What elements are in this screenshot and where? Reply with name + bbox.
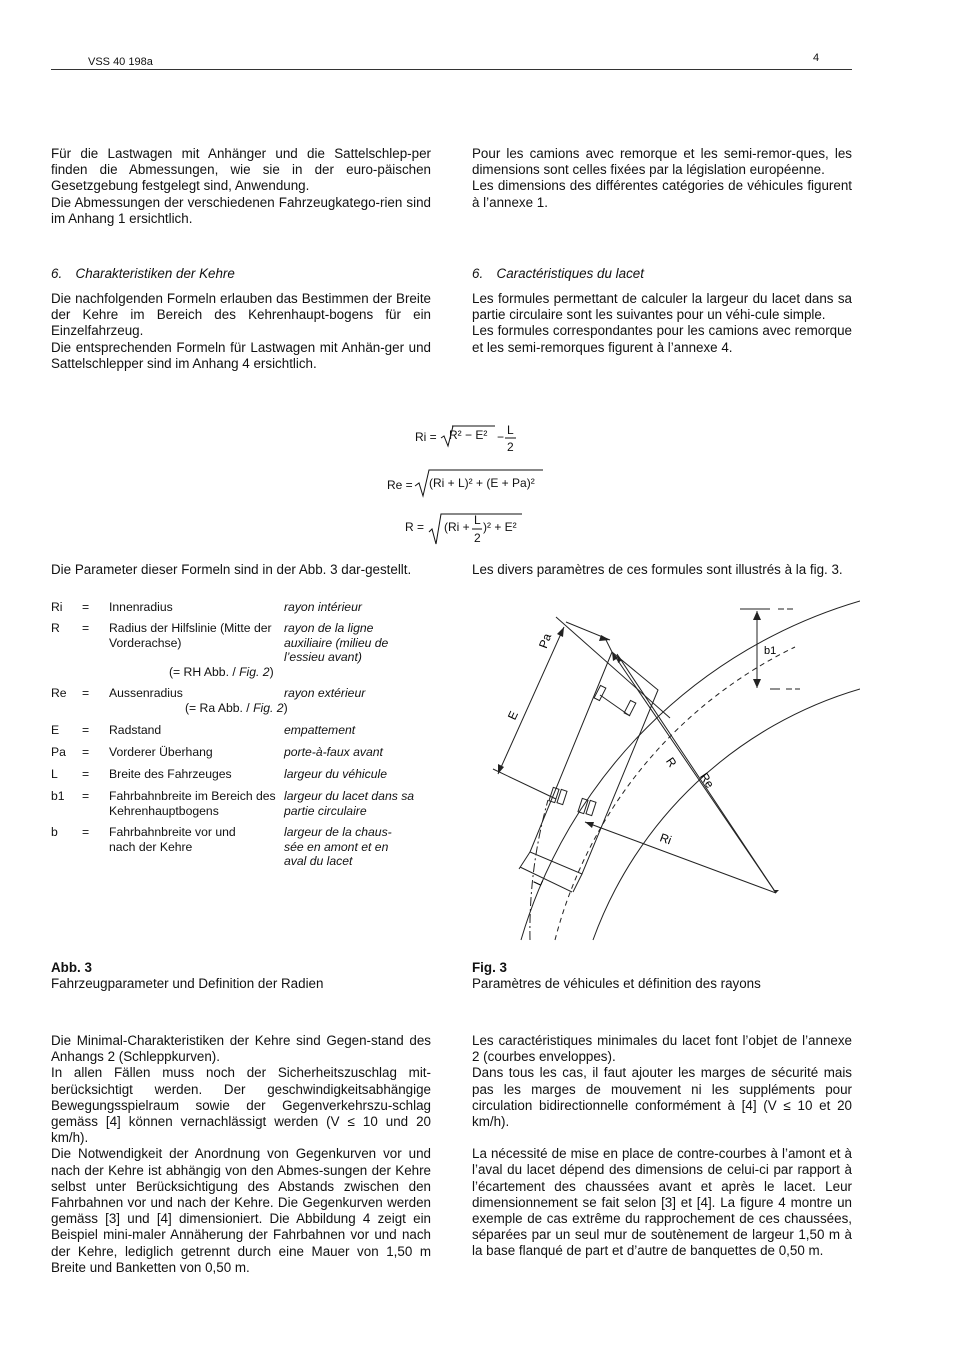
l-tick-left [519,852,530,869]
intro-de-p2: Die Abmessungen der verschiedenen Fahrzeugkatego-rien sind im Anhang 1 ersichtlich. [51,194,431,226]
e-ext-front [556,617,670,718]
b1-arrow-bottom [753,679,761,688]
formula-ri-fraction-den: 2 [507,440,514,454]
pa-tick-front [606,640,612,652]
formula-r-close: )² + E² [483,520,517,534]
radius-ri-line [585,822,776,893]
param-desc-fr: rayon extérieur [284,686,366,700]
param-desc-fr: largeur du lacet dans sa partie circulaire [284,789,415,818]
formula-r-lhs: R = [405,520,425,534]
formula-ri-radicand: R² − E² [449,428,488,442]
param-desc-fr: largeur de la chaus-sée en amont et en aval du lacet [284,825,392,869]
param-equals: = [82,745,90,759]
e-ext-rear [493,769,556,799]
l-dimension-line [520,867,572,892]
params-intro-de: Die Parameter dieser Formeln sind in der Abb. 3 dar-gestellt. [51,562,412,577]
e-dimension-line [498,627,564,774]
param-desc-de: Fahrbahnbreite vor und nach der Kehre [109,825,236,854]
param-desc-de: Radius der Hilfslinie (Mitte der Vorderachse) [109,621,272,650]
param-note-ra-fig: Fig. 2 [253,701,284,715]
e-arrow-top [557,627,564,637]
param-desc-de: Radstand [109,723,162,737]
caption-fr [472,960,852,992]
radius-re-line [617,654,776,893]
formula-re-lhs: Re = [387,478,413,492]
section6-de-p2: Die entsprechenden Formeln für Lastwagen mit Anhän-ger und Sattelschlepper sind im Anhang 4 ersichtlich. [51,339,431,371]
document-id: VSS 40 198a [88,56,153,68]
section-heading-fr: 6. Caractéristiques du lacet [472,266,644,281]
label-pa: Pa [536,631,555,651]
label-b1: b1 [764,645,777,657]
b1-arrow-top [753,611,761,620]
param-equals: = [82,789,90,803]
param-desc-fr: empattement [284,723,356,737]
formula-ri-vinculum [452,424,496,428]
param-note-rh-prefix: (= RH Abb. / [169,665,240,679]
l-tick-right [573,874,582,892]
param-desc-de: Breite des Fahrzeuges [109,767,232,781]
intro-de [51,146,431,227]
centre-line-arc [530,800,548,940]
formula-ri-lhs: Ri = [415,430,437,444]
closing-de-p1: Die Minimal-Charakteristiken der Kehre sind Gegen-stand des Anhangs 2 (Schleppkurven). [51,1033,431,1065]
label-e: E [504,708,521,723]
formula-r-fraction-num: L [474,513,481,527]
outer-edge-arc [521,601,860,940]
param-symbol: R [51,621,60,635]
formula-re-radicand: (Ri + L)² + (E + Pa)² [429,476,535,490]
vehicle-outline [530,652,658,874]
closing-fr-p1: Les caractéristiques minimales du lacet font l’objet de l’annexe 2 (courbes enveloppes). [472,1033,852,1065]
section6-fr-p1: Les formules permettant de calculer la largeur du lacet dans sa partie circulaire sont les suivantes pour un véhi-cule simple. [472,291,852,323]
formula-r-open: (Ri + [444,520,470,534]
param-symbol: b [51,825,58,839]
closing-de-p2: In allen Fällen muss noch der Sicherheitszuschlag mit-berücksichtigt werden. Der geschwindigkeitsabhängige Bewegungsspielraum sowie der Gegenverkehrszu-schlag gemäss [4] können vernachlässigt werden (V ≤ 10 und 20 km/h). [51,1065,431,1146]
param-note-rh-fig: Fig. 2 [239,665,270,679]
ri-arrow [585,822,594,828]
section6-de [51,291,431,372]
param-symbol: L [51,767,58,781]
param-equals: = [82,621,90,635]
formula-r-vinculum [441,512,523,516]
front-axle [600,695,630,716]
param-desc-fr: rayon de la ligne auxiliaire (milieu de l’essieu avant) [284,621,389,665]
param-equals: = [82,686,90,700]
page-number: 4 [813,52,820,64]
closing-fr [472,1033,852,1260]
re-arrow [617,654,622,663]
param-symbol: Re [51,686,67,700]
param-equals: = [82,767,90,781]
param-desc-de: Aussenradius [109,686,183,700]
caption-de-label: Abb. 3 [51,960,92,975]
intro-fr-p2: Les dimensions des différentes catégories de véhicules figurent à l’annexe 1. [472,178,852,210]
param-desc-de: Fahrbahnbreite im Bereich des Kehrenhauptbogens [109,789,276,818]
formula-re-vinculum [429,468,544,472]
header-rule [51,69,852,70]
param-note-ra [185,701,288,716]
closing-de-p3: Die Notwendigkeit der Anordnung von Gegenkurven vor und nach der Kehre ist abhängig von den Abmes-sungen der Kehre selbst unter Berücksichtigung des Abstands zwischen den Fahrbahnen vor und nach der Kehre. Die Gegenkurven werden gemäss [3] und [4] dimensioniert. Die Abbildung 4 zeigt ein Beispiel mini-maler Annäherung der Fahrbahnen vor und nach der Kehre, lediglich getrennt durch eine Mauer von 1,50 m Breite und Banketten von 0,50 m. [51,1146,431,1275]
param-desc-fr: porte-à-faux avant [284,745,383,759]
param-desc-de: Innenradius [109,600,173,614]
label-ri: Ri [657,830,674,848]
param-desc-de: Vorderer Überhang [109,745,213,759]
closing-fr-p3: La nécessité de mise en place de contre-courbes à l’amont et à l’aval du lacet dépend des dimensions de celui-ci par rapport à l’écartement des chaussées avant et après le lacet. Leur dimensionnement se fait selon [3] et [4]. La figure 4 montre un exemple de cas extrême du rapprochement de ces chaussées, séparées par un seul mur de soutènement de largeur 1,50 m à la base flanqué de part et d’autre de banquettes de 0,50 m. [472,1146,852,1259]
turning-radius-diagram [480,595,860,950]
params-intro-fr: Les divers paramètres de ces formules sont illustrés à la fig. 3. [472,562,843,577]
caption-fr-label: Fig. 3 [472,960,507,975]
section6-fr-p2: Les formules correspondantes pour les camions avec remorque et les semi-remorques figurent à l’annexe 4. [472,323,852,355]
caption-de [51,960,431,992]
param-note-rh [169,665,274,680]
param-symbol: Pa [51,745,66,759]
caption-fr-text: Paramètres de véhicules et définition des rayons [472,976,761,992]
param-symbol: Ri [51,600,63,614]
intro-fr [472,146,852,211]
param-symbol: E [51,723,60,737]
section-heading-de: 6. Charakteristiken der Kehre [51,266,235,281]
intro-de-p1: Für die Lastwagen mit Anhänger und die Sattelschlep-per finden die Abmessungen, wie sie in der euro-päischen Gesetzgebung festgelegt sind, Anwendung. [51,146,431,194]
param-equals: = [82,600,90,614]
closing-de [51,1033,431,1276]
param-equals: = [82,825,90,839]
formula-ri-fraction-num: L [507,423,514,437]
param-equals: = [82,723,90,737]
label-re: Re [696,770,718,791]
formula-ri-minus: − [497,430,505,444]
param-note-ra-close: ) [283,701,288,715]
param-symbol: b1 [51,789,65,803]
closing-fr-p2: Dans tous les cas, il faut ajouter les marges de sécurité mais pas les marges de mouvement ni les suppléments pour circulation bidirectionnelle conformément à [4] (V ≤ 10 et 20 km/h). [472,1065,852,1130]
caption-de-text: Fahrzeugparameter und Definition der Radien [51,976,324,992]
param-note-rh-close: ) [269,665,274,679]
param-desc-fr: rayon intérieur [284,600,362,614]
param-note-ra-prefix: (= Ra Abb. / [185,701,254,715]
intro-fr-p1: Pour les camions avec remorque et les semi-remor-ques, les dimensions sont celles fixées par la législation européenne. [472,146,852,178]
front-wheel-right [624,700,636,715]
label-r: R [662,754,680,770]
formula-r-fraction-den: 2 [474,531,481,545]
param-desc-fr: largeur du véhicule [284,767,387,781]
section6-fr [472,291,852,356]
label-l: L [530,875,546,888]
section6-de-p1: Die nachfolgenden Formeln erlauben das Bestimmen der Breite der Kehre im Bereich des Kehrenhaupt-bogens für ein Einzelfahrzeug. [51,291,431,339]
inner-edge-arc [593,689,860,940]
